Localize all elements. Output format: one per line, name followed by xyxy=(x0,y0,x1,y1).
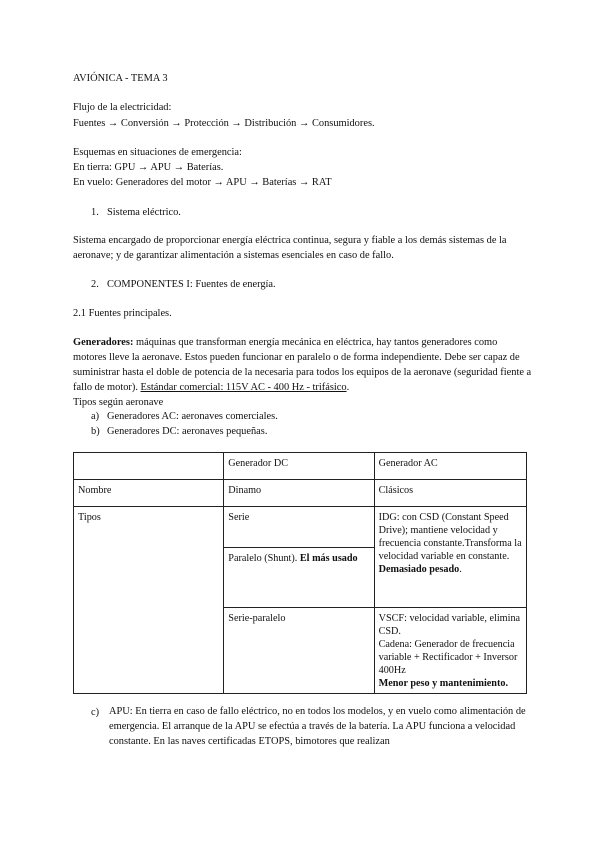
type-b-letter: b) xyxy=(91,426,100,437)
cell-ac-idg xyxy=(374,507,526,608)
flow-heading: Flujo de la electricidad: xyxy=(73,102,172,113)
cell-ac-vscf xyxy=(374,608,526,694)
type-b-item xyxy=(91,425,267,438)
generators-end: . xyxy=(346,382,350,393)
apu-letter: c) xyxy=(91,707,100,718)
section-2-number: 2. xyxy=(91,279,99,290)
generators-text: máquinas que transforman energía mecánica en eléctrica, hay tantos generadores como motores lleve la aeronave. Estos pueden funcionar en paralelo o de forma independiente. Debe ser capaz de suministrar hasta el doble de potencia de la necesaria para todos los equipos de la aeronave (seguridad fiente a fallo de motor). xyxy=(73,337,532,393)
section-1-text: Sistema encargado de proporcionar energía eléctrica continua, segura y fiable a los demás sistemas de la aeronave; y de garantizar alimentación a sistemas esenciales en caso de fallo. xyxy=(73,235,507,261)
ac-vscf-line-2: Cadena: Generador de frecuencia variable + Rectificador + Inversor 400Hz xyxy=(378,639,518,676)
generators-term: Generadores: xyxy=(73,337,134,348)
section-1-heading xyxy=(91,206,181,219)
table-header-row xyxy=(74,453,527,480)
emergency-ground: En tierra: GPU → APU → Baterías. xyxy=(73,162,224,173)
cell-dc-serie: Serie xyxy=(224,507,374,548)
apu-paragraph: APU: En tierra en caso de fallo eléctrico, no en todos los modelos, y en vuelo como alimentación de emergencia. El arranque de la APU se efectúa a través de la batería. La APU funciona a velocidad constante. En las naves certificadas ETOPS, bimotores que realizan xyxy=(109,706,526,747)
table-row xyxy=(74,480,527,507)
flow-line: Fuentes → Conversión → Protección → Distribución → Consumidores. xyxy=(73,118,375,129)
types-heading: Tipos según aeronave xyxy=(73,397,164,408)
cell-dc-nombre: Dinamo xyxy=(224,480,374,507)
row-label-nombre: Nombre xyxy=(74,480,224,507)
dc-paralelo-text: Paralelo (Shunt). xyxy=(228,553,300,564)
emergency-flight: En vuelo: Generadores del motor → APU → Baterías → RAT xyxy=(73,177,332,188)
section-2-heading xyxy=(91,278,276,291)
type-a-item xyxy=(91,410,278,423)
generators-paragraph xyxy=(73,335,533,395)
ac-vscf-line-1: VSCF: velocidad variable, elimina CSD. xyxy=(378,613,521,637)
cell-dc-serie-paralelo: Serie-paralelo xyxy=(224,608,374,694)
table-header-empty xyxy=(74,453,224,480)
row-label-tipos: Tipos xyxy=(74,507,224,694)
cell-dc-paralelo xyxy=(224,548,374,608)
dc-paralelo-bold: El más usado xyxy=(299,553,358,564)
type-b-text: Generadores DC: aeronaves pequeñas. xyxy=(107,426,268,437)
emergency-heading: Esquemas en situaciones de emergencia: xyxy=(73,147,242,158)
generators-table xyxy=(73,452,527,694)
table-header-dc: Generador DC xyxy=(224,453,374,480)
cell-ac-nombre: Clásicos xyxy=(374,480,526,507)
section-2-title: COMPONENTES I: Fuentes de energía. xyxy=(107,279,276,290)
ac-vscf-bold: Menor peso y mantenimiento. xyxy=(378,678,509,689)
table-row xyxy=(74,507,527,548)
section-1-number: 1. xyxy=(91,207,99,218)
subsection-2-1-title: 2.1 Fuentes principales. xyxy=(73,308,172,319)
generators-standard: Estándar comercial: 115V AC - 400 Hz - trifásico xyxy=(140,382,347,393)
ac-idg-end: . xyxy=(459,564,462,575)
table-header-ac: Generador AC xyxy=(374,453,526,480)
doc-title: AVIÓNICA - TEMA 3 xyxy=(73,73,168,84)
type-a-letter: a) xyxy=(91,411,100,422)
ac-idg-text: IDG: con CSD (Constant Speed Drive); mantiene velocidad y frecuencia constante.Transforma la velocidad variable en constante. xyxy=(378,512,522,562)
ac-idg-bold: Demasiado pesado xyxy=(378,564,460,575)
type-a-text: Generadores AC: aeronaves comerciales. xyxy=(107,411,278,422)
section-1-title: Sistema eléctrico. xyxy=(107,207,181,218)
